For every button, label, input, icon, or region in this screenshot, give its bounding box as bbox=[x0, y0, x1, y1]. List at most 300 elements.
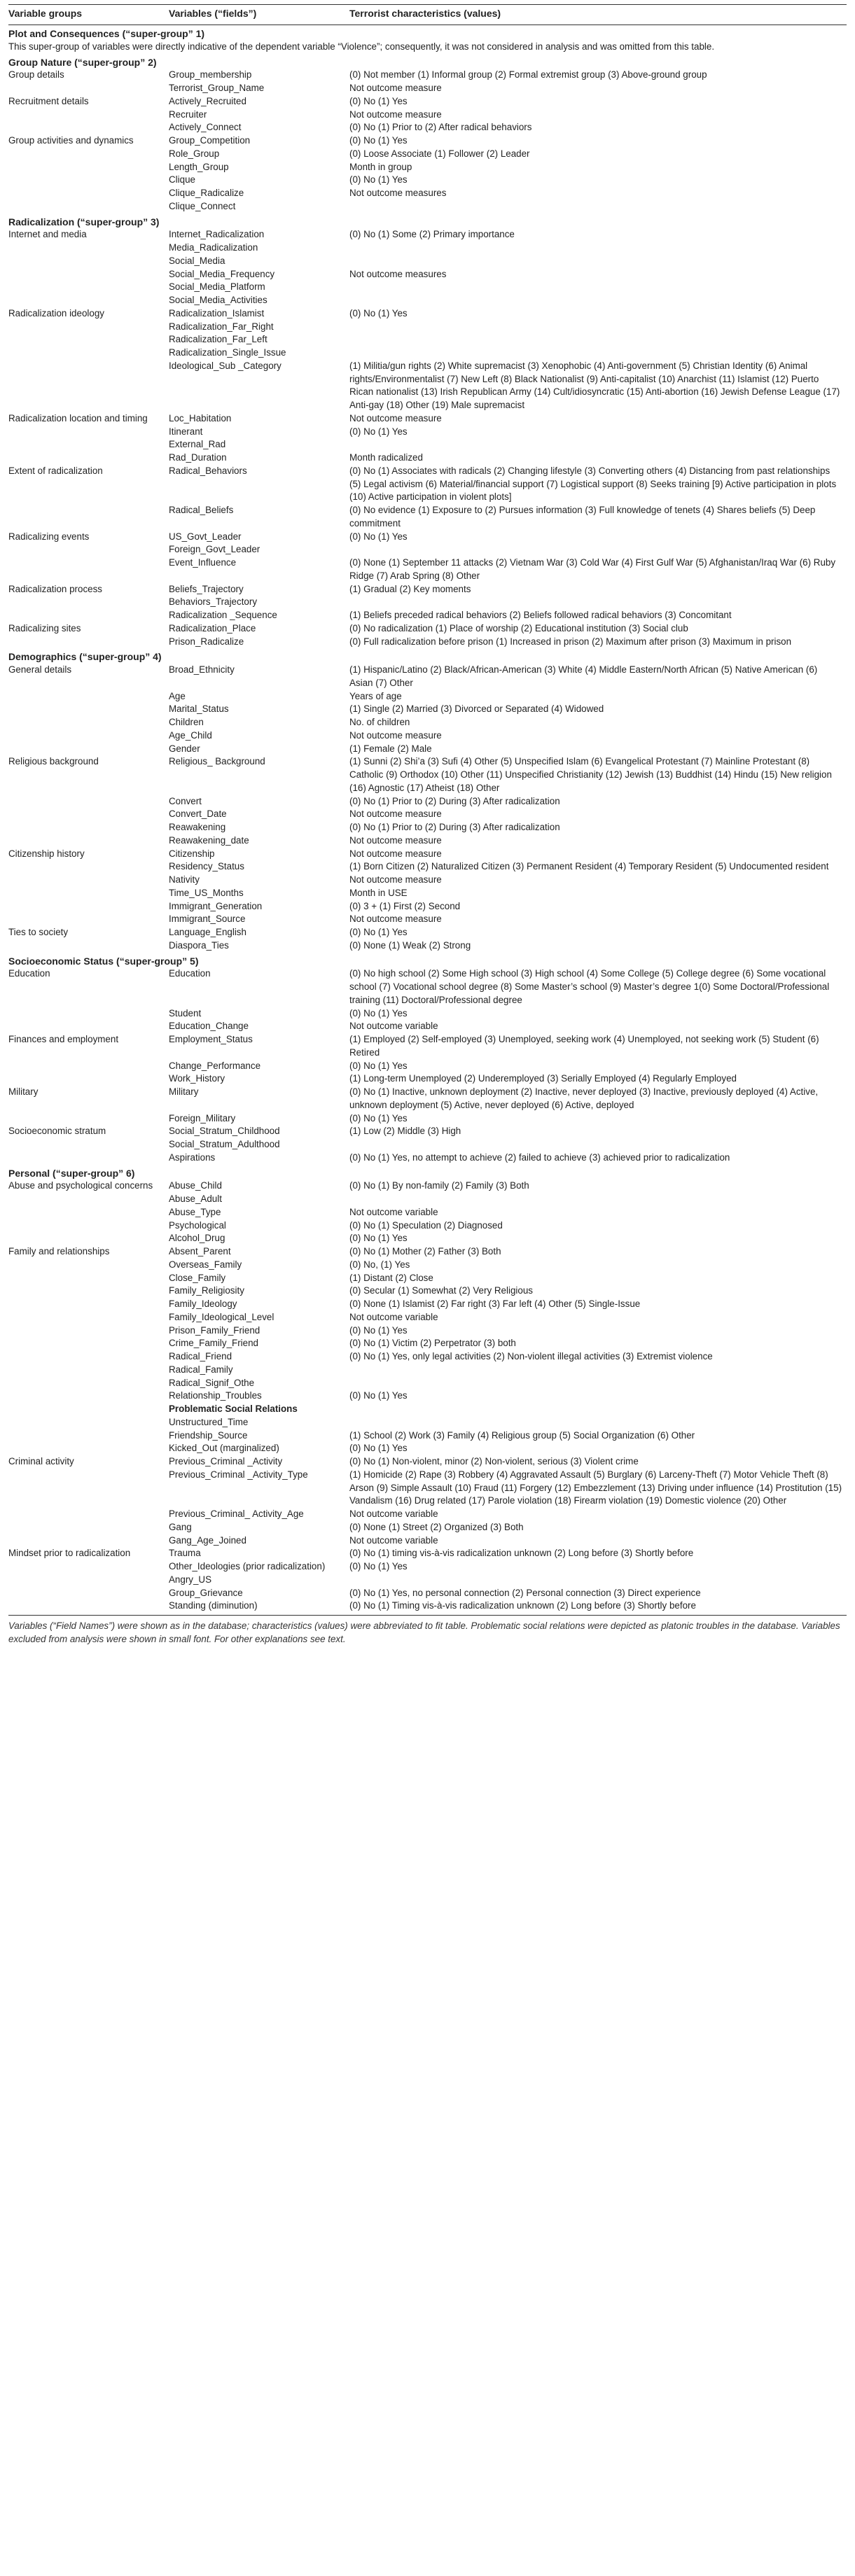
variable-group-cell bbox=[8, 1364, 169, 1377]
table-row bbox=[8, 1350, 847, 1364]
characteristics-cell: (0) No (1) By non-family (2) Family (3) Both bbox=[349, 1180, 529, 1191]
characteristics-cell: (0) None (1) September 11 attacks (2) Vietnam War (3) Cold War (4) First Gulf War (5) Afghanistan/Iraq War (6) Ruby Ridge (7) Arab Spring (8) Other bbox=[349, 557, 836, 581]
characteristics-cell: (0) 3 + (1) First (2) Second bbox=[349, 900, 461, 911]
characteristics-cell: (0) No (1) Inactive, unknown deployment (2) Inactive, never deployed (3) Inactive, previously deployed (4) Active, unknown deployment (5) Active, never deployed (6) Active, deployed bbox=[349, 1086, 819, 1110]
characteristics-cell: No. of children bbox=[349, 717, 410, 727]
table-row bbox=[8, 913, 847, 926]
characteristics-cell: (1) Low (2) Middle (3) High bbox=[349, 1126, 461, 1137]
variable-field-cell: External_Rad bbox=[169, 439, 226, 450]
variable-group-cell bbox=[8, 321, 169, 334]
variable-field-cell: Radicalization_Far_Left bbox=[169, 334, 267, 345]
variable-group-cell bbox=[8, 1350, 169, 1364]
table-row bbox=[8, 808, 847, 821]
table-row bbox=[8, 1219, 847, 1233]
variable-group-cell: Radicalization ideology bbox=[8, 307, 104, 318]
characteristics-cell: (0) None (1) Islamist (2) Far right (3) Far left (4) Other (5) Single-Issue bbox=[349, 1298, 641, 1309]
characteristics-cell: (1) Distant (2) Close bbox=[349, 1272, 433, 1283]
variable-field-cell: Previous_Criminal_ Activity_Age bbox=[169, 1508, 304, 1519]
table-row bbox=[8, 281, 847, 294]
variable-field-cell: Gang_Age_Joined bbox=[169, 1534, 246, 1546]
table-row bbox=[8, 716, 847, 729]
variable-group-cell bbox=[8, 795, 169, 808]
variable-field-cell: Aspirations bbox=[169, 1152, 216, 1163]
table-row bbox=[8, 438, 847, 451]
variable-field-cell: Angry_US bbox=[169, 1574, 212, 1585]
variable-field-cell: Actively_Connect bbox=[169, 122, 242, 133]
variable-field-cell: Internet_Radicalization bbox=[169, 229, 265, 240]
table-row bbox=[8, 1272, 847, 1285]
table-row bbox=[8, 755, 847, 794]
variable-group-cell bbox=[8, 874, 169, 887]
table-row bbox=[8, 294, 847, 307]
header-variable-groups: Variable groups bbox=[8, 5, 169, 25]
variable-group-cell bbox=[8, 268, 169, 281]
variable-field-cell: Social_Media_Frequency bbox=[169, 268, 275, 279]
characteristics-cell: (0) No (1) Yes bbox=[349, 95, 408, 106]
variable-field-cell: Age_Child bbox=[169, 729, 212, 741]
table-row bbox=[8, 1180, 847, 1193]
variable-group-cell bbox=[8, 241, 169, 255]
variable-field-cell: Kicked_Out (marginalized) bbox=[169, 1443, 279, 1454]
characteristics-cell: (0) No (1) Yes bbox=[349, 1390, 408, 1401]
variable-field-cell: Change_Performance bbox=[169, 1060, 261, 1071]
table-row bbox=[8, 1364, 847, 1377]
table-row bbox=[8, 1600, 847, 1615]
characteristics-cell bbox=[349, 255, 847, 268]
variable-field-cell: Group_Competition bbox=[169, 135, 251, 146]
characteristics-cell: Not outcome measure bbox=[349, 913, 442, 925]
characteristics-cell: (0) Secular (1) Somewhat (2) Very Religious bbox=[349, 1285, 533, 1296]
characteristics-cell: (0) No (1) Yes bbox=[349, 1060, 408, 1071]
table-row bbox=[8, 1193, 847, 1206]
variable-field-cell: Radical_Beliefs bbox=[169, 505, 234, 515]
variable-field-cell: Absent_Parent bbox=[169, 1246, 231, 1256]
table-row bbox=[8, 451, 847, 465]
characteristics-cell: (1) Sunni (2) Shi’a (3) Sufi (4) Other (5) Unspecified Islam (6) Evangelical Protestant (7) Mainline Protestant (8) Catholic (9) Orthodox (10) Other (11) Unspecified Christianity (12) Jewish (13) Buddhist (14) Hindu (15) New religion (16) Agnostic (17) Atheist (18) Other bbox=[349, 756, 832, 793]
variable-group-cell: Internet and media bbox=[8, 229, 87, 240]
variable-group-cell bbox=[8, 294, 169, 307]
characteristics-cell: Not outcome variable bbox=[349, 1311, 438, 1322]
table-row bbox=[8, 1112, 847, 1126]
variable-field-cell: Education_Change bbox=[169, 1021, 249, 1032]
table-row bbox=[8, 1284, 847, 1298]
variable-group-cell bbox=[8, 1112, 169, 1126]
section-note: This super-group of variables were directly indicative of the dependent variable “Violence”; consequently, it was not considered in analysis and was omitted from this table. bbox=[8, 41, 715, 52]
characteristics-cell bbox=[349, 200, 847, 214]
variable-group-cell bbox=[8, 556, 169, 583]
table-row bbox=[8, 729, 847, 743]
table-header bbox=[8, 5, 847, 25]
variable-group-cell: Abuse and psychological concerns bbox=[8, 1180, 153, 1191]
variable-group-cell bbox=[8, 82, 169, 95]
section-title: Demographics (“super-group” 4) bbox=[8, 651, 162, 663]
variable-field-cell: Role_Group bbox=[169, 148, 220, 159]
characteristics-cell: (0) No (1) Speculation (2) Diagnosed bbox=[349, 1219, 503, 1231]
variables-table bbox=[8, 4, 847, 1616]
variable-field-cell: Nativity bbox=[169, 874, 200, 885]
variable-group-cell bbox=[8, 1298, 169, 1311]
variable-group-cell bbox=[8, 346, 169, 360]
table-row bbox=[8, 967, 847, 1007]
table-row bbox=[8, 1403, 847, 1416]
variable-field-cell: Relationship_Troubles bbox=[169, 1390, 262, 1401]
table-row bbox=[8, 848, 847, 861]
table-row bbox=[8, 1311, 847, 1324]
variable-group-cell bbox=[8, 1284, 169, 1298]
table-row bbox=[8, 465, 847, 504]
characteristics-cell: (1) Long-term Unemployed (2) Underemployed (3) Serially Employed (4) Regularly Employed bbox=[349, 1073, 737, 1084]
variable-field-cell: Radicalization_Place bbox=[169, 622, 256, 634]
variable-field-cell: Military bbox=[169, 1086, 199, 1097]
characteristics-cell: Not outcome measure bbox=[349, 108, 442, 120]
characteristics-cell: (0) No (1) timing vis-à-vis radicalization unknown (2) Long before (3) Shortly before bbox=[349, 1548, 694, 1559]
table-row bbox=[8, 887, 847, 900]
table-footnote: Variables (“Field Names”) were shown as in the database; characteristics (values) were abbreviated to fit table. Problematic social relations were depicted as platonic troubles in the database. Variables excluded from analysis were shown in small font. For other explanations see text. bbox=[8, 1620, 840, 1644]
table-row bbox=[8, 307, 847, 321]
variable-field-cell: Unstructured_Time bbox=[169, 1416, 249, 1427]
variable-field-cell: Abuse_Type bbox=[169, 1206, 221, 1217]
section-header-row bbox=[8, 1165, 847, 1180]
variable-field-cell: Immigrant_Source bbox=[169, 913, 246, 925]
variable-group-cell bbox=[8, 187, 169, 200]
characteristics-cell bbox=[349, 1574, 847, 1587]
table-row bbox=[8, 1587, 847, 1600]
variable-group-cell bbox=[8, 1560, 169, 1574]
variable-group-cell bbox=[8, 1587, 169, 1600]
variable-field-cell: Family_Religiosity bbox=[169, 1285, 244, 1296]
variable-group-cell bbox=[8, 821, 169, 834]
variable-field-cell: Religious_ Background bbox=[169, 756, 265, 767]
table-body bbox=[8, 25, 847, 1616]
variable-group-cell bbox=[8, 1390, 169, 1403]
characteristics-cell: (1) School (2) Work (3) Family (4) Religious group (5) Social Organization (6) Other bbox=[349, 1429, 695, 1441]
variable-field-cell: Psychological bbox=[169, 1219, 226, 1231]
variable-field-cell: Foreign_Govt_Leader bbox=[169, 544, 260, 555]
table-row bbox=[8, 69, 847, 82]
variable-field-cell: Radicalization _Sequence bbox=[169, 610, 277, 620]
variable-field-cell: Abuse_Child bbox=[169, 1180, 222, 1191]
characteristics-cell bbox=[349, 1377, 847, 1390]
variable-field-cell: Prison_Radicalize bbox=[169, 636, 244, 647]
variable-field-cell: Citizenship bbox=[169, 848, 215, 859]
variable-group-cell bbox=[8, 1020, 169, 1033]
table-row bbox=[8, 346, 847, 360]
characteristics-cell: (0) Not member (1) Informal group (2) Formal extremist group (3) Above-ground group bbox=[349, 69, 707, 80]
table-row bbox=[8, 834, 847, 848]
table-row bbox=[8, 795, 847, 808]
characteristics-cell: (0) No (1) Yes bbox=[349, 1233, 408, 1244]
variable-group-cell bbox=[8, 1324, 169, 1338]
variable-field-cell: Gender bbox=[169, 743, 200, 754]
table-row bbox=[8, 1416, 847, 1429]
characteristics-cell bbox=[349, 333, 847, 346]
variable-field-cell: Recruiter bbox=[169, 108, 207, 120]
variable-group-cell: Criminal activity bbox=[8, 1456, 74, 1466]
characteristics-cell: (0) No (1) Yes bbox=[349, 174, 408, 186]
variable-field-cell: Work_History bbox=[169, 1073, 225, 1084]
variable-field-cell: Behaviors_Trajectory bbox=[169, 596, 258, 608]
table-row bbox=[8, 743, 847, 756]
variable-group-cell bbox=[8, 1060, 169, 1073]
variable-group-cell: Radicalization process bbox=[8, 583, 102, 594]
variable-field-cell: Rad_Duration bbox=[169, 452, 227, 463]
characteristics-cell bbox=[349, 543, 847, 556]
section-header-row bbox=[8, 214, 847, 229]
variable-group-cell bbox=[8, 1442, 169, 1455]
variable-group-cell: Recruitment details bbox=[8, 95, 89, 106]
variable-field-cell: Family_Ideology bbox=[169, 1298, 237, 1309]
characteristics-cell bbox=[349, 321, 847, 334]
header-terrorist-characteristics: Terrorist characteristics (values) bbox=[349, 5, 847, 25]
characteristics-cell: (0) No high school (2) Some High school (3) High school (4) Some College (5) College degree (6) Some vocational school (7) Vocational school degree (8) Some Master’s school (9) Master’s degree 1(0) Some Doctoral/Professional training (11) Doctoral/Professional degree bbox=[349, 968, 830, 1005]
variable-field-cell: Diaspora_Ties bbox=[169, 939, 229, 951]
table-row bbox=[8, 255, 847, 268]
variable-field-cell: Reawakening_date bbox=[169, 834, 249, 846]
variable-field-cell: Previous_Criminal _Activity_Type bbox=[169, 1469, 308, 1480]
characteristics-cell: Not outcome measure bbox=[349, 874, 442, 885]
characteristics-cell: (0) No (1) Yes, only legal activities (2) Non-violent illegal activities (3) Extremist violence bbox=[349, 1351, 713, 1362]
variable-group-cell bbox=[8, 690, 169, 704]
table-row bbox=[8, 1072, 847, 1086]
table-row bbox=[8, 1245, 847, 1259]
variable-group-cell bbox=[8, 1007, 169, 1021]
variable-field-cell: Social_Media_Platform bbox=[169, 281, 265, 293]
characteristics-cell bbox=[349, 1364, 847, 1377]
section-header-row bbox=[8, 648, 847, 664]
variable-field-cell: Residency_Status bbox=[169, 861, 244, 872]
variable-field-cell: Reawakening bbox=[169, 822, 226, 832]
table-row bbox=[8, 82, 847, 95]
variable-group-cell: Education bbox=[8, 968, 50, 979]
table-row bbox=[8, 939, 847, 953]
variable-group-cell bbox=[8, 834, 169, 848]
variable-field-cell: Foreign_Military bbox=[169, 1112, 236, 1124]
variable-group-cell bbox=[8, 1574, 169, 1587]
characteristics-cell: (1) Hispanic/Latino (2) Black/African-American (3) White (4) Middle Eastern/North African (5) Native American (6) Asian (7) Other bbox=[349, 664, 818, 688]
variable-group-cell bbox=[8, 255, 169, 268]
variable-group-cell: Group activities and dynamics bbox=[8, 135, 134, 146]
variable-field-cell: Education bbox=[169, 968, 211, 979]
variable-group-cell bbox=[8, 1508, 169, 1521]
table-row bbox=[8, 860, 847, 874]
variable-group-cell bbox=[8, 1521, 169, 1534]
characteristics-cell: (0) No (1) Timing vis-à-vis radicalization unknown (2) Long before (3) Shortly before bbox=[349, 1600, 847, 1615]
variable-group-cell bbox=[8, 808, 169, 821]
characteristics-cell: (1) Employed (2) Self-employed (3) Unemployed, seeking work (4) Unemployed, not seeking work (5) Student (6) Retired bbox=[349, 1034, 819, 1058]
variable-field-cell: Employment_Status bbox=[169, 1034, 253, 1044]
variable-field-cell: Event_Influence bbox=[169, 557, 237, 568]
variable-group-cell bbox=[8, 1469, 169, 1508]
variable-field-cell: Crime_Family_Friend bbox=[169, 1338, 258, 1349]
section-header-row bbox=[8, 25, 847, 41]
variable-group-cell bbox=[8, 887, 169, 900]
variable-field-cell: Family_Ideological_Level bbox=[169, 1311, 274, 1322]
characteristics-cell: (0) No (1) Yes bbox=[349, 531, 408, 542]
characteristics-cell: (1) Female (2) Male bbox=[349, 743, 432, 754]
table-row bbox=[8, 900, 847, 913]
variable-group-cell bbox=[8, 1193, 169, 1206]
table-row bbox=[8, 556, 847, 583]
characteristics-cell: (0) No radicalization (1) Place of worship (2) Educational institution (3) Social club bbox=[349, 622, 688, 634]
variable-group-cell: Military bbox=[8, 1086, 39, 1097]
section-title: Personal (“super-group” 6) bbox=[8, 1167, 135, 1179]
characteristics-cell: (1) Beliefs preceded radical behaviors (2) Beliefs followed radical behaviors (3) Concomitant bbox=[349, 610, 732, 620]
variable-group-cell bbox=[8, 729, 169, 743]
table-row bbox=[8, 1377, 847, 1390]
characteristics-cell: (1) Gradual (2) Key moments bbox=[349, 583, 471, 594]
characteristics-cell: (0) Loose Associate (1) Follower (2) Leader bbox=[349, 148, 530, 159]
variable-field-cell: Children bbox=[169, 717, 204, 727]
characteristics-cell: (0) None (1) Street (2) Organized (3) Both bbox=[349, 1521, 524, 1532]
variable-group-cell bbox=[8, 716, 169, 729]
table-row bbox=[8, 321, 847, 334]
characteristics-cell: Not outcome variable bbox=[349, 1508, 438, 1519]
variable-group-cell: Socioeconomic stratum bbox=[8, 1126, 106, 1137]
table-row bbox=[8, 1560, 847, 1574]
characteristics-cell bbox=[349, 346, 847, 360]
variable-group-cell: Citizenship history bbox=[8, 848, 85, 859]
variable-field-cell: Radical_Family bbox=[169, 1364, 233, 1375]
table-row bbox=[8, 426, 847, 439]
variable-group-cell bbox=[8, 1416, 169, 1429]
variable-field-cell: Friendship_Source bbox=[169, 1429, 248, 1441]
variable-group-cell: Religious background bbox=[8, 756, 99, 767]
table-row bbox=[8, 333, 847, 346]
section-title: Radicalization (“super-group” 3) bbox=[8, 216, 160, 227]
variable-field-cell: Trauma bbox=[169, 1548, 201, 1559]
variable-field-cell: Social_Stratum_Adulthood bbox=[169, 1139, 280, 1149]
table-row bbox=[8, 1125, 847, 1138]
variable-field-cell: Language_English bbox=[169, 927, 246, 937]
variable-field-cell: Actively_Recruited bbox=[169, 95, 246, 106]
variable-group-cell bbox=[8, 900, 169, 913]
variable-group-cell bbox=[8, 596, 169, 609]
variable-field-cell: Radical_Signif_Othe bbox=[169, 1377, 255, 1388]
variable-field-cell: Radicalization_Islamist bbox=[169, 307, 265, 318]
table-row bbox=[8, 1138, 847, 1152]
variable-field-cell: Student bbox=[169, 1007, 202, 1018]
characteristics-cell: (0) None (1) Weak (2) Strong bbox=[349, 939, 471, 951]
characteristics-cell: (0) No (1) Non-violent, minor (2) Non-violent, serious (3) Violent crime bbox=[349, 1456, 639, 1466]
characteristics-cell: (0) No (1) Some (2) Primary importance bbox=[349, 229, 515, 240]
variable-group-cell bbox=[8, 148, 169, 161]
characteristics-cell bbox=[349, 1416, 847, 1429]
characteristics-cell: Not outcome variable bbox=[349, 1534, 438, 1546]
table-row bbox=[8, 161, 847, 174]
characteristics-cell: Years of age bbox=[349, 690, 402, 701]
variable-field-cell: Convert_Date bbox=[169, 808, 227, 820]
table-row bbox=[8, 134, 847, 148]
table-row bbox=[8, 609, 847, 622]
table-row bbox=[8, 531, 847, 544]
variable-group-cell: Family and relationships bbox=[8, 1246, 110, 1256]
variable-field-cell: Radicalization_Single_Issue bbox=[169, 347, 286, 358]
variable-group-cell bbox=[8, 1138, 169, 1152]
table-row bbox=[8, 1455, 847, 1469]
table-row bbox=[8, 1259, 847, 1272]
table-row bbox=[8, 690, 847, 704]
table-row bbox=[8, 1521, 847, 1534]
table-row bbox=[8, 1020, 847, 1033]
characteristics-cell: (0) No (1) Yes bbox=[349, 1324, 408, 1336]
characteristics-cell bbox=[349, 1403, 847, 1416]
table-row bbox=[8, 1547, 847, 1560]
characteristics-cell: (0) No (1) Yes bbox=[349, 1007, 408, 1018]
characteristics-cell bbox=[349, 438, 847, 451]
characteristics-cell: Not outcome measure bbox=[349, 834, 442, 846]
variable-field-cell: Clique_Radicalize bbox=[169, 188, 244, 198]
variable-group-cell bbox=[8, 360, 169, 412]
variable-field-cell: Convert bbox=[169, 795, 202, 806]
table-row bbox=[8, 622, 847, 636]
variable-group-cell bbox=[8, 451, 169, 465]
characteristics-cell: (0) No (1) Yes bbox=[349, 426, 408, 437]
characteristics-cell bbox=[349, 1138, 847, 1152]
variable-group-cell: Radicalization location and timing bbox=[8, 412, 148, 424]
header-variables: Variables (“fields”) bbox=[169, 5, 349, 25]
table-row bbox=[8, 1508, 847, 1521]
variable-field-cell: Loc_Habitation bbox=[169, 412, 232, 424]
characteristics-cell: Not outcome measure bbox=[349, 848, 442, 859]
variable-group-cell bbox=[8, 333, 169, 346]
variable-field-cell: Length_Group bbox=[169, 161, 229, 172]
variable-group-cell bbox=[8, 1232, 169, 1245]
variable-group-cell bbox=[8, 1152, 169, 1165]
table-row bbox=[8, 1298, 847, 1311]
variable-field-cell: Marital_Status bbox=[169, 704, 229, 715]
characteristics-cell: Not outcome variable bbox=[349, 1021, 438, 1032]
variable-field-cell: Social_Stratum_Childhood bbox=[169, 1126, 280, 1137]
table-row bbox=[8, 187, 847, 200]
variable-group-cell bbox=[8, 1259, 169, 1272]
variable-group-cell bbox=[8, 703, 169, 716]
variable-group-cell: Group details bbox=[8, 69, 64, 80]
characteristics-cell: (0) No evidence (1) Exposure to (2) Pursues information (3) Full knowledge of tenets (4) Shares beliefs (5) Deep commitment bbox=[349, 505, 816, 528]
table-row bbox=[8, 821, 847, 834]
variable-field-cell: Beliefs_Trajectory bbox=[169, 583, 244, 594]
table-row bbox=[8, 1086, 847, 1112]
table-row bbox=[8, 241, 847, 255]
table-row bbox=[8, 1152, 847, 1165]
variable-group-cell: Ties to society bbox=[8, 927, 69, 937]
variable-field-cell: Other_Ideologies (prior radicalization) bbox=[169, 1561, 326, 1572]
table-row bbox=[8, 228, 847, 241]
variable-group-cell bbox=[8, 1311, 169, 1324]
table-row bbox=[8, 1206, 847, 1219]
section-header-row bbox=[8, 953, 847, 968]
section-title: Socioeconomic Status (“super-group” 5) bbox=[8, 955, 199, 967]
variable-field-cell: US_Govt_Leader bbox=[169, 531, 242, 542]
table-row bbox=[8, 1232, 847, 1245]
variable-field-cell: Terrorist_Group_Name bbox=[169, 83, 265, 93]
variable-field-cell: Itinerant bbox=[169, 426, 203, 437]
variable-field-cell: Media_Radicalization bbox=[169, 242, 258, 253]
characteristics-cell: (1) Homicide (2) Rape (3) Robbery (4) Aggravated Assault (5) Burglary (6) Larceny-Theft (7) Motor Vehicle Theft (8) Arson (9) Simple Assault (10) Fraud (11) Forgery (12) Embezzlement (13) Driving under influence (14) Prostitution (15) Vandalism (16) Drug related (17) Parole violation (18) Firearm violation (19) Domestic violence (20) Other bbox=[349, 1469, 842, 1506]
characteristics-cell: Month in USE bbox=[349, 887, 408, 898]
characteristics-cell bbox=[349, 294, 847, 307]
variable-field-cell: Alcohol_Drug bbox=[169, 1233, 225, 1244]
table-row bbox=[8, 1007, 847, 1021]
variable-field-cell: Immigrant_Generation bbox=[169, 900, 263, 911]
table-row bbox=[8, 664, 847, 690]
characteristics-cell bbox=[349, 1193, 847, 1206]
variable-group-cell bbox=[8, 1219, 169, 1233]
characteristics-cell: Not outcome measures bbox=[349, 188, 447, 198]
variable-group-cell bbox=[8, 860, 169, 874]
table-row bbox=[8, 108, 847, 122]
variable-group-cell bbox=[8, 438, 169, 451]
table-row bbox=[8, 121, 847, 134]
